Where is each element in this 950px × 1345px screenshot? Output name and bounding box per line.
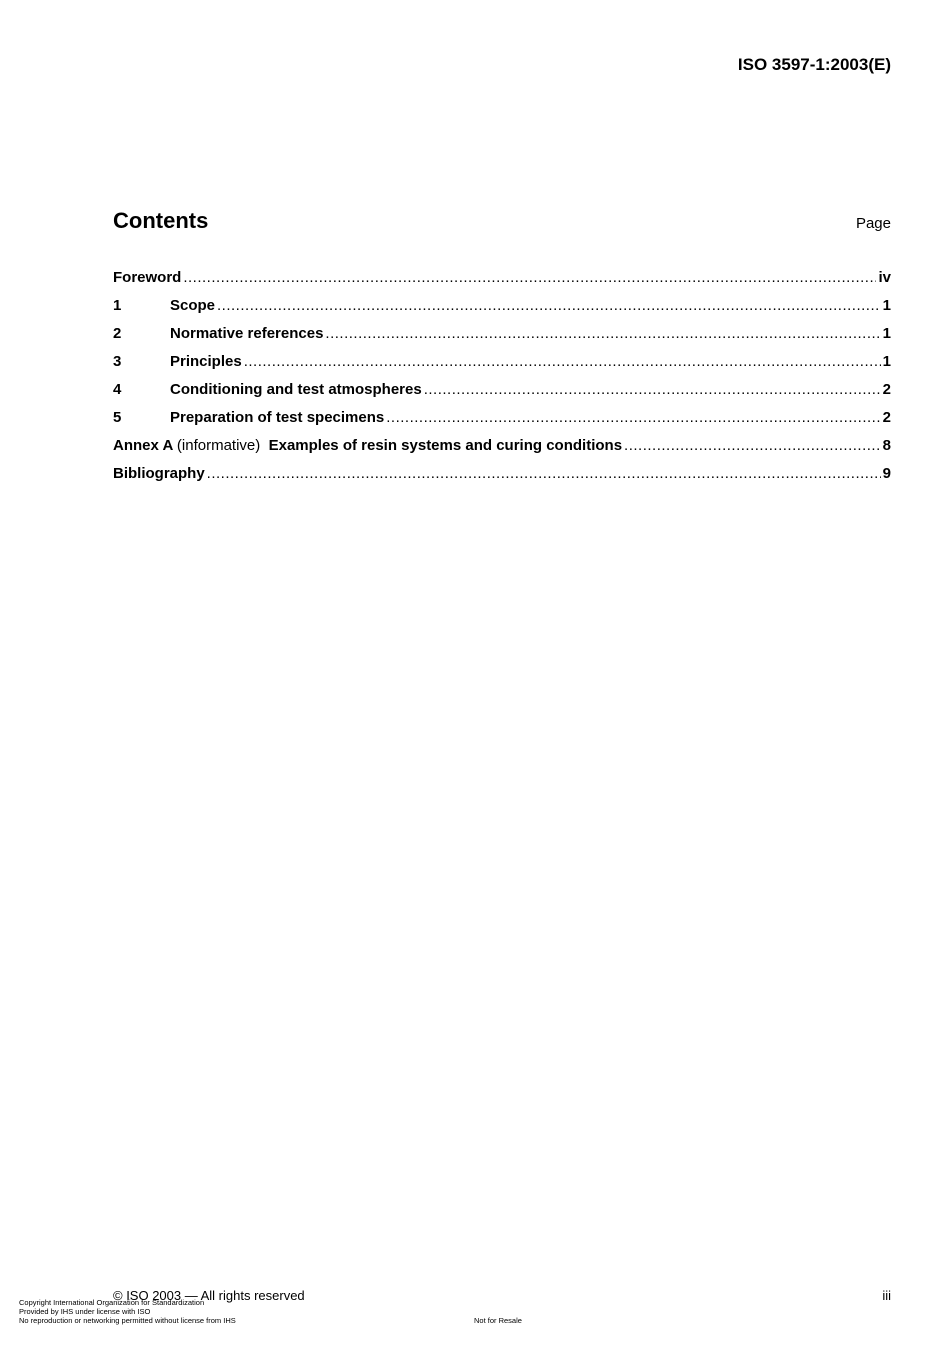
- toc-entry-title: Bibliography: [113, 465, 205, 482]
- footer-copyright: © ISO 2003 — All rights reserved: [113, 1288, 305, 1303]
- toc-entry-number: 1: [113, 297, 122, 314]
- resale-notice: Not for Resale: [474, 1316, 522, 1325]
- toc-entry-page: 9: [882, 465, 891, 482]
- footer-page-number: iii: [882, 1288, 891, 1303]
- toc-leader-dots: [624, 432, 881, 460]
- toc-entry-page: 1: [882, 297, 891, 314]
- toc-leader-dots: [424, 376, 881, 404]
- toc-leader-dots: [325, 320, 880, 348]
- license-notice-line: No reproduction or networking permitted without license from IHS: [19, 1316, 236, 1325]
- toc-entry-title: Normative references: [170, 325, 324, 342]
- toc-entry-annex-a[interactable]: [113, 432, 891, 460]
- toc-entry-page: 8: [882, 437, 891, 454]
- toc-annex-title: [113, 432, 622, 460]
- toc-entry-foreword[interactable]: [113, 264, 891, 292]
- toc-entry-normative-references[interactable]: [113, 320, 891, 348]
- annex-type: (informative): [176, 437, 261, 454]
- toc-entry-principles[interactable]: [113, 348, 891, 376]
- toc-entry-number: 2: [113, 325, 122, 342]
- toc-entry-page: 2: [882, 409, 891, 426]
- toc-leader-dots: [386, 404, 880, 432]
- toc-entry-page: 1: [882, 353, 891, 370]
- license-notice-line: Copyright International Organization for Standardization: [19, 1298, 205, 1307]
- toc-leader-dots: [207, 460, 881, 488]
- toc-entry-title: Conditioning and test atmospheres: [170, 381, 422, 398]
- document-id: ISO 3597-1:2003(E): [737, 55, 891, 74]
- toc-entry-title: Principles: [170, 353, 242, 370]
- toc-entry-title: Scope: [170, 297, 216, 314]
- toc-leader-dots: [244, 348, 881, 376]
- toc-entry-bibliography[interactable]: [113, 460, 891, 488]
- toc-entry-title: Preparation of test specimens: [170, 409, 385, 426]
- toc-entry-scope[interactable]: [113, 292, 891, 320]
- toc-entry-page: iv: [878, 269, 891, 286]
- page-column-label: Page: [855, 215, 891, 232]
- toc-entry-page: 2: [882, 381, 891, 398]
- toc-entry-page: 1: [882, 325, 891, 342]
- toc-entry-number: 3: [113, 353, 122, 370]
- toc-leader-dots: [217, 292, 881, 320]
- toc-entry-title: Foreword: [113, 269, 182, 286]
- annex-label: Annex A: [113, 437, 173, 454]
- contents-heading: Contents: [113, 208, 209, 233]
- table-of-contents: [113, 264, 891, 488]
- license-notice-line: Provided by IHS under license with ISO: [19, 1307, 151, 1316]
- toc-leader-dots: [183, 264, 876, 292]
- annex-title: Examples of resin systems and curing conditions: [268, 437, 623, 454]
- toc-entry-number: 5: [113, 409, 122, 426]
- toc-entry-conditioning[interactable]: [113, 376, 891, 404]
- toc-entry-number: 4: [113, 381, 122, 398]
- toc-entry-preparation[interactable]: [113, 404, 891, 432]
